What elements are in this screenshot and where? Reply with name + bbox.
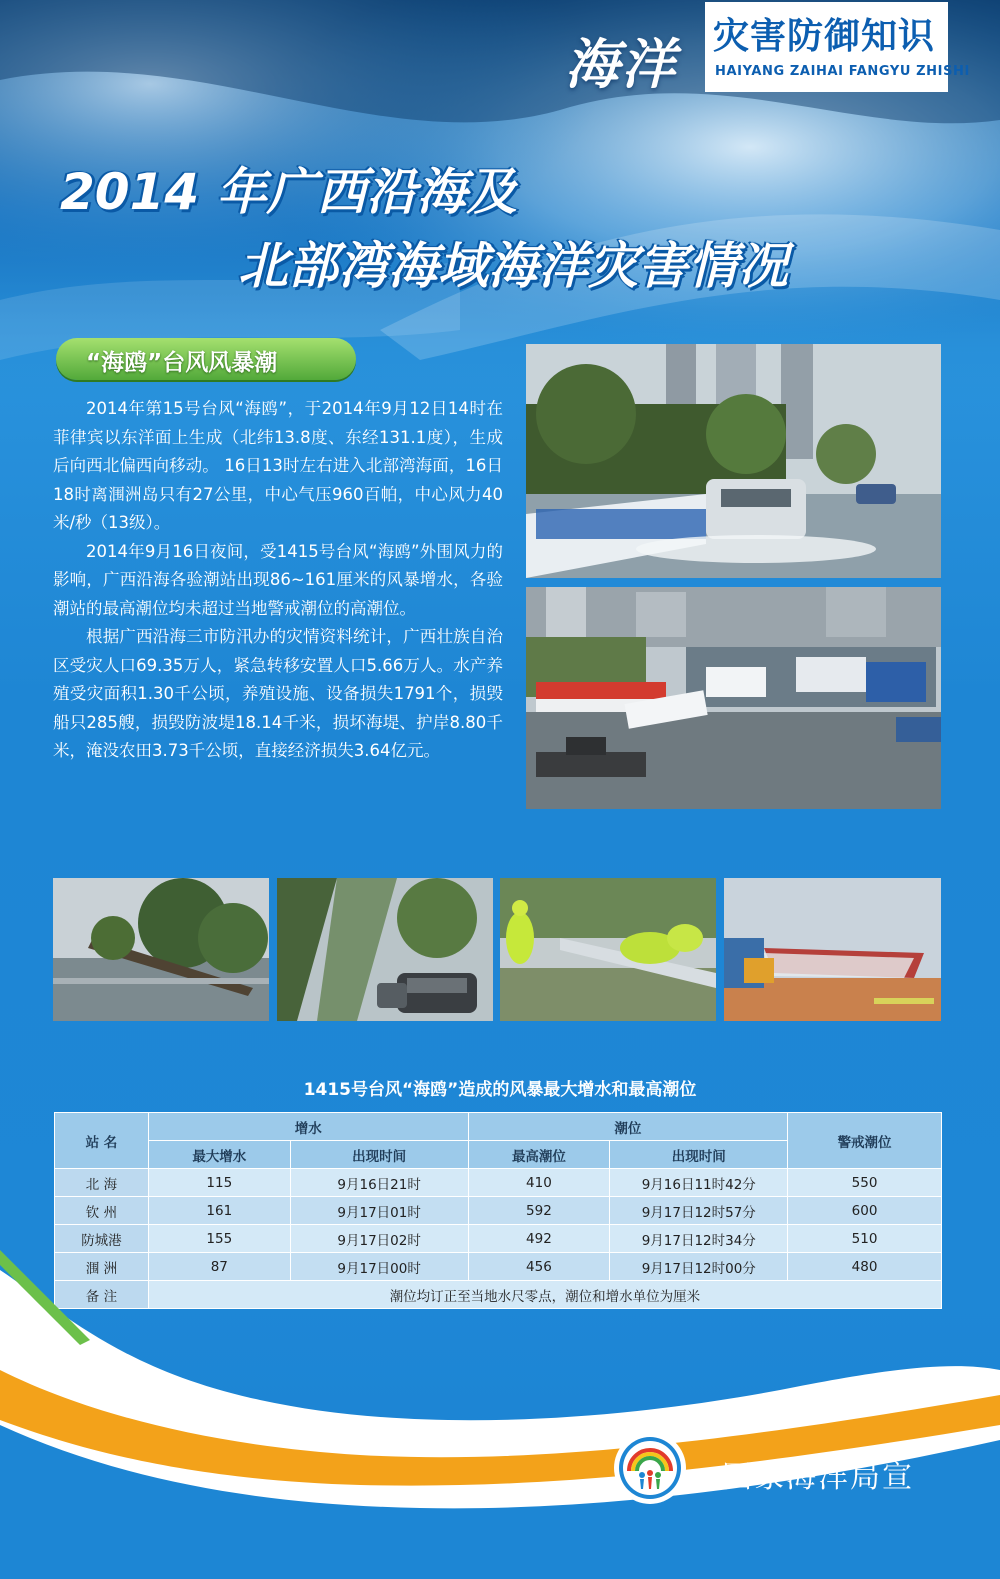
table-title: 1415号台风“海鸥”造成的风暴最大增水和最高潮位: [303, 1080, 697, 1100]
cell-tide-time: 9月16日11时42分: [610, 1169, 788, 1197]
topic-pinyin: HAIYANG ZAIHAI FANGYU ZHISHI: [715, 64, 970, 79]
main-title-line1: 2014 年广西沿海及: [60, 163, 517, 221]
issuer-text: 国家海洋局宣: [722, 1460, 914, 1495]
cell-note: 潮位均订正至当地水尺零点，潮位和增水单位为厘米: [148, 1281, 941, 1309]
table-row: [55, 1197, 942, 1225]
paragraph-1: 2014年第15号台风“海鸥”，于2014年9月12日14时在菲律宾以东洋面上生成（北纬13.8度、东经131.1度），生成后向西北偏西向移动。 16日13时左右进入北部湾海面，16日18时离涠洲岛只有27公里，中心气压960百帕，中心风力40米/秒（13级）。: [53, 399, 503, 532]
topic-title: 灾害防御知识: [713, 16, 936, 57]
photo-fallen-trees: [53, 878, 269, 1021]
main-title-line2: 北部湾海域海洋灾害情况: [238, 237, 788, 295]
cell-max-tide: 592: [468, 1197, 610, 1225]
header-station: 站 名: [55, 1113, 149, 1169]
cell-warning: 480: [788, 1253, 942, 1281]
cell-station: 钦 州: [55, 1197, 149, 1225]
cell-max-tide: 492: [468, 1225, 610, 1253]
section-heading: [56, 338, 356, 380]
cell-note-label: 备 注: [55, 1281, 149, 1309]
cell-tide-time: 9月17日12时34分: [610, 1225, 788, 1253]
paragraph-3: 根据广西沿海三市防汛办的灾情资料统计，广西壮族自治区受灾人口69.35万人，紧急转移安置人口5.66万人。水产养殖受灾面积1.30千公顷，养殖设施、设备损失1791个，损毁船只285艘，损毁防波堤18.14千米，损坏海堤、护岸8.80千米，淹没农田3.73千公顷，直接经济损失3.64亿元。: [53, 627, 503, 760]
photo-harbour-boats: [526, 587, 941, 809]
photo-rescue-workers: [500, 878, 716, 1021]
table-row: [55, 1169, 942, 1197]
section-heading-label: “海鸥”台风风暴潮: [86, 350, 278, 376]
cell-surge-time: 9月16日21时: [290, 1169, 468, 1197]
header-max-tide: 最高潮位: [468, 1141, 610, 1169]
disaster-day-logo: [613, 1431, 687, 1505]
photo-collapsed-building: [724, 878, 941, 1021]
cell-station: 防城港: [55, 1225, 149, 1253]
photo-flooded-street: [526, 344, 941, 578]
header-surge: 增水: [148, 1113, 468, 1141]
header-max-surge: 最大增水: [148, 1141, 290, 1169]
cell-tide-time: 9月17日12时57分: [610, 1197, 788, 1225]
cell-station: 涠 洲: [55, 1253, 149, 1281]
header-surge-time: 出现时间: [290, 1141, 468, 1169]
header-tide-time: 出现时间: [610, 1141, 788, 1169]
cell-max-tide: 410: [468, 1169, 610, 1197]
cell-surge-time: 9月17日01时: [290, 1197, 468, 1225]
cell-max-surge: 155: [148, 1225, 290, 1253]
cell-tide-time: 9月17日12时00分: [610, 1253, 788, 1281]
brand-title: 海洋: [565, 33, 677, 96]
topic-box: [705, 2, 970, 92]
cell-max-surge: 161: [148, 1197, 290, 1225]
cell-warning: 510: [788, 1225, 942, 1253]
cell-max-surge: 115: [148, 1169, 290, 1197]
header-tide: 潮位: [468, 1113, 788, 1141]
cell-max-tide: 456: [468, 1253, 610, 1281]
article-body: [53, 395, 503, 766]
photo-storm-cars: [277, 878, 493, 1021]
header-warning: 警戒潮位: [788, 1113, 942, 1169]
paragraph-2: 2014年9月16日夜间，受1415号台风“海鸥”外围风力的影响，广西沿海各验潮站出现86~161厘米的风暴增水，各验潮站的最高潮位均未超过当地警戒潮位的高潮位。: [53, 541, 503, 618]
cell-station: 北 海: [55, 1169, 149, 1197]
cell-max-surge: 87: [148, 1253, 290, 1281]
table-row: [55, 1225, 942, 1253]
cell-surge-time: 9月17日00时: [290, 1253, 468, 1281]
cell-warning: 550: [788, 1169, 942, 1197]
cell-surge-time: 9月17日02时: [290, 1225, 468, 1253]
decorative-swoosh: [0, 1250, 1000, 1579]
cell-warning: 600: [788, 1197, 942, 1225]
